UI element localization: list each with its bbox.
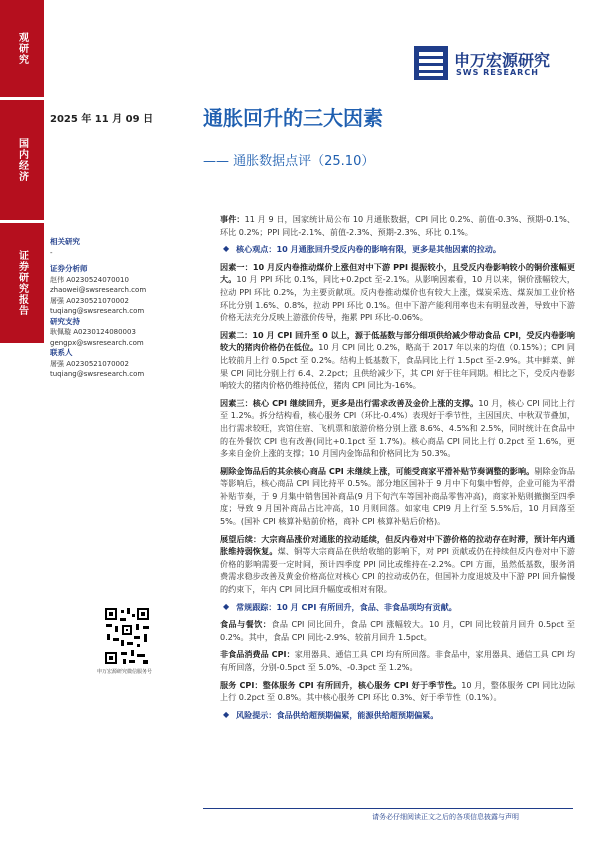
gold-lead: 剔除金饰品后的其余核心商品 CPI 未继续上涨，可能受商家平滑补贴节奏调整的影响。 xyxy=(220,465,535,476)
food-lead: 食品与餐饮： xyxy=(220,619,272,630)
contact-1-email[interactable]: tuqiang@swsresearch.com xyxy=(50,370,145,378)
report-date: 2025 年 11 月 09 日 xyxy=(50,114,154,125)
risk-bullet: ◆ 风险提示：食品供给超预期偏紧，能源供给超预期偏紧。 xyxy=(220,709,575,722)
food-text: 食品 CPI 同比回升，食品 CPI 涨幅较大。10 月，CPI 同比较前月回升 0.5pct 至 0.2%。其中，食品 CPI 同比-2.9%、较前月回升 1.5pct。 xyxy=(220,619,575,642)
nonfood-text: 家用器具、通信工具 CPI 均有所回落。非食品中，家用器具、通信工具 CPI 均有所回落，分别-0.5pct 至 5.0%、-0.3pct 至 1.2%。 xyxy=(220,649,576,672)
footer-disclaimer: 请务必仔细阅读正文之后的各项信息披露与声明 xyxy=(372,813,519,821)
contact-1-name: 屠强 A0230521070002 xyxy=(50,359,129,368)
outlook-lead: 展望后续：大宗商品涨价对通胀的拉动延续，但反内卷对中下游价格的拉动存在时滞，预计年内通胀维持弱恢复。 xyxy=(220,533,575,557)
nonfood-paragraph xyxy=(220,648,575,673)
sidebar xyxy=(0,0,44,841)
outlook-paragraph xyxy=(220,533,575,596)
core-view-bullet: ◆ 核心观点：10 月通胀回升受反内卷的影响有限，更多是其他因素的拉动。 xyxy=(220,243,575,256)
food-paragraph xyxy=(220,618,575,643)
outlook-text: 煤、铜等大宗商品在供给收缩的影响下，对 PPI 贡献或仍在持续但反内卷对中下游价格的影响需要一定时间，预计四季度 PPI 同比或维持在-2.2%。CPI 方面，虽然低基数，服务消费需求稳步改善及黄金价格高位对核心 CPI 的拉动或仍在，但国补力度退坡及中下游 PPI 回升偏慢的约束下，年内 CPI 同比回升幅度或相对有限。 xyxy=(220,546,575,595)
logo-cn-text: 申万宏源研究 xyxy=(454,51,551,70)
factor-3-text: 10 月，核心 CPI 同比上行至 1.2%。拆分结构看，核心服务 CPI（环比-0.4%）表现好于季节性，主因国庆、中秋双节叠加，出行需求较旺，宾馆住宿、飞机票和旅游价格分别上涨 8.6%、4.5%和 2.5%，同时统计在食品中的在外餐饮 CPI 也有改善(同比+0.1pct 至 1.7%)。核心商品 CPI 同比上行 0.2pct 至 1.6%，更多来自金价上涨的支撑；10 月国内金饰品和价格同比为 50.3%。 xyxy=(220,397,575,459)
related-research-item: - xyxy=(50,248,53,257)
event-text: 11 月 9 日，国家统计局公布 10 月通胀数据，CPI 同比 0.2%、前值-0.3%、预期-0.1%、环比 0.2%；PPI 同比-2.1%、前值-2.3%、预期-2.3%、环比 0.1%。 xyxy=(220,214,575,237)
analyst-title: 证券分析师 xyxy=(50,264,88,273)
analyst-2-name: 屠强 A0230521070002 xyxy=(50,296,129,305)
support-1-name: 耿佩璇 A0230124080003 xyxy=(50,328,136,336)
sws-logo-icon xyxy=(414,46,448,80)
main-body xyxy=(220,213,575,726)
footer-divider xyxy=(203,808,573,809)
factor-2-paragraph xyxy=(220,329,575,392)
service-paragraph xyxy=(220,679,575,704)
qr-caption: 申万宏源研究微信服务号 xyxy=(97,669,153,675)
event-lead: 事件： xyxy=(220,214,245,224)
sidebar-tag-research: 观研究 xyxy=(0,0,44,97)
sidebar-tag-securities-report: 证券研究报告 xyxy=(0,223,44,343)
sws-logo xyxy=(414,46,574,80)
report-subtitle: —— 通胀数据点评（25.10） xyxy=(203,154,375,169)
analyst-2-email[interactable]: tuqiang@swsresearch.com xyxy=(50,307,145,315)
factor-1-text: 10 月 PPI 环比 0.1%，同比+0.2pct 至-2.1%。从影响因素看，10 月以来，铜价涨幅较大，拉动 PPI 环比 0.2%，为主要贡献项。反内卷推动煤价也有较大上涨，煤炭采选、煤炭加工业价格环比分别 1.6%、0.8%，拉动 PPI 环比 0.1%。但中下游产能利用率也未有明显改善，导致中下游价格无法充分反映上游涨价传导，拖累 PPI 环比-0.06%。 xyxy=(220,274,575,323)
research-support-title: 研究支持 xyxy=(50,316,80,326)
factor-2-lead: 因素二：10 月 CPI 回升至 0 以上，源于低基数与部分细项供给减少带动食品 CPI，受反内卷影响较大的猪肉价格仍在低位。 xyxy=(220,329,575,353)
support-1-email[interactable]: gengpx@swsresearch.com xyxy=(50,338,144,347)
nonfood-lead: 非食品消费品 CPI： xyxy=(220,649,295,660)
left-column xyxy=(50,237,190,380)
factor-1-lead: 因素一：10 月反内卷推动煤价上涨但对中下游 PPI 提振较小，且受反内卷影响较小的铜价涨幅更大。 xyxy=(220,261,575,285)
event-paragraph xyxy=(220,213,575,238)
factor-2-text: 10 月 CPI 同比 0.2%，略高于 2017 年以来的均值（0.15%）；CPI 同比较前月上行 0.5pct 至 0.2%。结构上低基数下，食品同比上行 1.5pct 至-2.9%。其中鲜菜、鲜果 CPI 同比分别上行 6.4、2.2pct；且供给减少下，其 CPI 好于往年同期。相比之下，受反内卷影响较大的猪肉价格仍维持低位，猪肉 CPI 同比为-16%。 xyxy=(220,342,575,391)
factor-3-paragraph xyxy=(220,397,575,460)
gold-text: 剔除金饰品等影响后，核心商品 CPI 同比持平 0.5%。部分地区国补于 9 月中下旬集中暂停，企业可能为平滑补贴节奏，于 9 月集中销售国补商品(9 月下旬汽车等国补商品零售冲高)，商家补贴则撤搁至四季度；导致 9 月国补商品占比冲高，10 月则回落。如家电 CPI9 月上行至 5.5%后，10 月回落至 5%。(国补 CPI 核算补贴前价格，商补 CPI 核算补贴后价格)。 xyxy=(220,465,575,527)
factor-1-paragraph xyxy=(220,261,575,324)
analyst-1-name: 赵伟 A0230524070010 xyxy=(50,275,129,284)
analyst-1-email[interactable]: zhaowei@swsresearch.com xyxy=(50,286,147,294)
service-text: 10 月，整体服务 CPI 同比边际上行 0.2pct 至 0.8%。其中核心服务 CPI 环比 0.3%、好于季节性（0.1%）。 xyxy=(220,679,576,703)
sidebar-tag-domestic-economy: 国内经济 xyxy=(0,100,44,220)
logo-en-text: SWS RESEARCH xyxy=(456,68,539,77)
related-research-title: 相关研究 xyxy=(50,237,80,246)
tracking-bullet: ◆ 常规跟踪：10 月 CPI 有所回升，食品、非食品项均有贡献。 xyxy=(220,601,575,614)
gold-paragraph xyxy=(220,465,575,528)
service-lead: 服务 CPI：整体服务 CPI 有所回升，核心服务 CPI 好于季节性。 xyxy=(220,679,462,690)
report-title: 通胀回升的三大因素 xyxy=(203,106,383,130)
qr-code-icon xyxy=(103,606,151,668)
contact-title: 联系人 xyxy=(50,348,73,357)
factor-3-lead: 因素三：核心 CPI 继续回升，更多是出行需求改善及金价上涨的支撑。 xyxy=(220,397,479,408)
